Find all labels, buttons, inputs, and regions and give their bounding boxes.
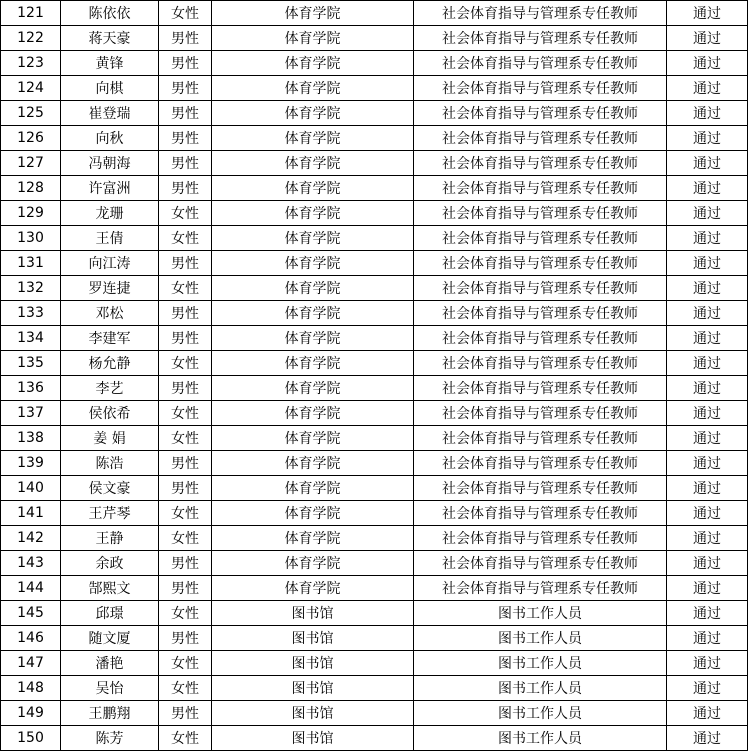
employing-unit-cell: 体育学院 (212, 126, 414, 151)
review-result-cell: 通过 (667, 476, 748, 501)
row-number-cell: 132 (1, 276, 61, 301)
row-number-cell: 142 (1, 526, 61, 551)
position-cell: 社会体育指导与管理系专任教师 (414, 51, 667, 76)
review-result-cell: 通过 (667, 426, 748, 451)
employing-unit-cell: 体育学院 (212, 26, 414, 51)
table-row (1, 301, 748, 326)
employing-unit-cell: 体育学院 (212, 176, 414, 201)
applicant-name-cell: 王静 (61, 526, 159, 551)
position-cell: 社会体育指导与管理系专任教师 (414, 376, 667, 401)
table-body (1, 1, 748, 751)
gender-cell: 女性 (159, 401, 212, 426)
table-row (1, 351, 748, 376)
gender-cell: 女性 (159, 651, 212, 676)
gender-cell: 男性 (159, 701, 212, 726)
row-number-cell: 144 (1, 576, 61, 601)
table-row (1, 426, 748, 451)
position-cell: 社会体育指导与管理系专任教师 (414, 451, 667, 476)
table-row (1, 626, 748, 651)
gender-cell: 女性 (159, 601, 212, 626)
employing-unit-cell: 体育学院 (212, 101, 414, 126)
position-cell: 社会体育指导与管理系专任教师 (414, 26, 667, 51)
table-row (1, 551, 748, 576)
row-number-cell: 140 (1, 476, 61, 501)
table-row (1, 26, 748, 51)
table-row (1, 251, 748, 276)
row-number-cell: 124 (1, 76, 61, 101)
position-cell: 社会体育指导与管理系专任教师 (414, 176, 667, 201)
applicant-name-cell: 蒋天豪 (61, 26, 159, 51)
position-cell: 社会体育指导与管理系专任教师 (414, 301, 667, 326)
position-cell: 图书工作人员 (414, 626, 667, 651)
row-number-cell: 149 (1, 701, 61, 726)
row-number-cell: 127 (1, 151, 61, 176)
review-result-cell: 通过 (667, 176, 748, 201)
applicant-name-cell: 邱璟 (61, 601, 159, 626)
review-result-cell: 通过 (667, 301, 748, 326)
review-result-cell: 通过 (667, 676, 748, 701)
review-result-cell: 通过 (667, 551, 748, 576)
employing-unit-cell: 体育学院 (212, 1, 414, 26)
table-row (1, 201, 748, 226)
gender-cell: 男性 (159, 576, 212, 601)
gender-cell: 男性 (159, 101, 212, 126)
review-result-cell: 通过 (667, 726, 748, 751)
gender-cell: 女性 (159, 526, 212, 551)
position-cell: 社会体育指导与管理系专任教师 (414, 126, 667, 151)
position-cell: 社会体育指导与管理系专任教师 (414, 576, 667, 601)
review-result-cell: 通过 (667, 326, 748, 351)
review-result-cell: 通过 (667, 576, 748, 601)
row-number-cell: 136 (1, 376, 61, 401)
position-cell: 社会体育指导与管理系专任教师 (414, 326, 667, 351)
row-number-cell: 126 (1, 126, 61, 151)
review-result-cell: 通过 (667, 376, 748, 401)
applicant-name-cell: 陈浩 (61, 451, 159, 476)
row-number-cell: 125 (1, 101, 61, 126)
row-number-cell: 131 (1, 251, 61, 276)
review-result-cell: 通过 (667, 26, 748, 51)
employing-unit-cell: 体育学院 (212, 376, 414, 401)
gender-cell: 女性 (159, 276, 212, 301)
applicant-name-cell: 随文厦 (61, 626, 159, 651)
applicant-name-cell: 王芹琴 (61, 501, 159, 526)
gender-cell: 男性 (159, 551, 212, 576)
review-result-cell: 通过 (667, 76, 748, 101)
employing-unit-cell: 体育学院 (212, 226, 414, 251)
employing-unit-cell: 体育学院 (212, 401, 414, 426)
table-row (1, 401, 748, 426)
row-number-cell: 129 (1, 201, 61, 226)
gender-cell: 男性 (159, 26, 212, 51)
employing-unit-cell: 体育学院 (212, 576, 414, 601)
applicant-name-cell: 崔登瑞 (61, 101, 159, 126)
position-cell: 社会体育指导与管理系专任教师 (414, 276, 667, 301)
position-cell: 社会体育指导与管理系专任教师 (414, 501, 667, 526)
applicant-name-cell: 黄锋 (61, 51, 159, 76)
gender-cell: 女性 (159, 351, 212, 376)
review-result-cell: 通过 (667, 251, 748, 276)
row-number-cell: 147 (1, 651, 61, 676)
employing-unit-cell: 体育学院 (212, 51, 414, 76)
applicant-name-cell: 杨允静 (61, 351, 159, 376)
row-number-cell: 128 (1, 176, 61, 201)
review-result-cell: 通过 (667, 101, 748, 126)
applicant-name-cell: 吴怡 (61, 676, 159, 701)
row-number-cell: 150 (1, 726, 61, 751)
applicant-name-cell: 冯朝海 (61, 151, 159, 176)
position-cell: 社会体育指导与管理系专任教师 (414, 76, 667, 101)
row-number-cell: 146 (1, 626, 61, 651)
employing-unit-cell: 体育学院 (212, 476, 414, 501)
employing-unit-cell: 体育学院 (212, 426, 414, 451)
table-row (1, 126, 748, 151)
employing-unit-cell: 体育学院 (212, 451, 414, 476)
gender-cell: 男性 (159, 76, 212, 101)
applicant-name-cell: 侯依希 (61, 401, 159, 426)
review-result-cell: 通过 (667, 651, 748, 676)
applicant-name-cell: 邓松 (61, 301, 159, 326)
review-result-cell: 通过 (667, 601, 748, 626)
applicant-name-cell: 向秋 (61, 126, 159, 151)
applicant-name-cell: 余政 (61, 551, 159, 576)
table-row (1, 451, 748, 476)
employing-unit-cell: 体育学院 (212, 526, 414, 551)
employing-unit-cell: 体育学院 (212, 201, 414, 226)
row-number-cell: 145 (1, 601, 61, 626)
review-result-cell: 通过 (667, 51, 748, 76)
position-cell: 社会体育指导与管理系专任教师 (414, 1, 667, 26)
employing-unit-cell: 体育学院 (212, 251, 414, 276)
position-cell: 图书工作人员 (414, 651, 667, 676)
employing-unit-cell: 图书馆 (212, 601, 414, 626)
review-result-cell: 通过 (667, 351, 748, 376)
applicant-name-cell: 李艺 (61, 376, 159, 401)
table-row (1, 101, 748, 126)
gender-cell: 女性 (159, 676, 212, 701)
applicant-name-cell: 罗连捷 (61, 276, 159, 301)
applicant-name-cell: 王鹏翔 (61, 701, 159, 726)
table-row (1, 376, 748, 401)
gender-cell: 男性 (159, 251, 212, 276)
review-result-cell: 通过 (667, 451, 748, 476)
position-cell: 图书工作人员 (414, 726, 667, 751)
applicant-name-cell: 郜熙文 (61, 576, 159, 601)
position-cell: 社会体育指导与管理系专任教师 (414, 151, 667, 176)
gender-cell: 男性 (159, 51, 212, 76)
employing-unit-cell: 体育学院 (212, 276, 414, 301)
row-number-cell: 121 (1, 1, 61, 26)
position-cell: 社会体育指导与管理系专任教师 (414, 351, 667, 376)
table-row (1, 501, 748, 526)
applicant-name-cell: 姜 娟 (61, 426, 159, 451)
employing-unit-cell: 图书馆 (212, 676, 414, 701)
row-number-cell: 122 (1, 26, 61, 51)
review-result-cell: 通过 (667, 201, 748, 226)
applicant-name-cell: 王倩 (61, 226, 159, 251)
gender-cell: 男性 (159, 151, 212, 176)
table-row (1, 51, 748, 76)
applicant-name-cell: 侯文豪 (61, 476, 159, 501)
row-number-cell: 135 (1, 351, 61, 376)
applicant-name-cell: 陈依依 (61, 1, 159, 26)
applicant-name-cell: 向棋 (61, 76, 159, 101)
row-number-cell: 143 (1, 551, 61, 576)
table-row (1, 601, 748, 626)
employing-unit-cell: 体育学院 (212, 76, 414, 101)
employing-unit-cell: 图书馆 (212, 701, 414, 726)
gender-cell: 男性 (159, 326, 212, 351)
gender-cell: 男性 (159, 626, 212, 651)
position-cell: 社会体育指导与管理系专任教师 (414, 101, 667, 126)
applicant-name-cell: 龙珊 (61, 201, 159, 226)
row-number-cell: 148 (1, 676, 61, 701)
gender-cell: 男性 (159, 176, 212, 201)
employing-unit-cell: 图书馆 (212, 726, 414, 751)
gender-cell: 女性 (159, 226, 212, 251)
gender-cell: 女性 (159, 1, 212, 26)
employing-unit-cell: 体育学院 (212, 301, 414, 326)
review-result-cell: 通过 (667, 1, 748, 26)
review-result-cell: 通过 (667, 701, 748, 726)
table-row (1, 276, 748, 301)
table-row (1, 476, 748, 501)
gender-cell: 女性 (159, 426, 212, 451)
row-number-cell: 123 (1, 51, 61, 76)
table-row (1, 326, 748, 351)
row-number-cell: 134 (1, 326, 61, 351)
position-cell: 社会体育指导与管理系专任教师 (414, 426, 667, 451)
review-result-cell: 通过 (667, 126, 748, 151)
table-row (1, 526, 748, 551)
review-result-cell: 通过 (667, 526, 748, 551)
applicant-name-cell: 李建军 (61, 326, 159, 351)
employing-unit-cell: 体育学院 (212, 551, 414, 576)
position-cell: 社会体育指导与管理系专任教师 (414, 476, 667, 501)
gender-cell: 男性 (159, 126, 212, 151)
gender-cell: 男性 (159, 476, 212, 501)
table-row (1, 226, 748, 251)
employing-unit-cell: 体育学院 (212, 501, 414, 526)
table-row (1, 576, 748, 601)
table-row (1, 1, 748, 26)
table-row (1, 76, 748, 101)
row-number-cell: 130 (1, 226, 61, 251)
position-cell: 图书工作人员 (414, 601, 667, 626)
applicant-name-cell: 潘艳 (61, 651, 159, 676)
row-number-cell: 137 (1, 401, 61, 426)
gender-cell: 男性 (159, 376, 212, 401)
table-row (1, 676, 748, 701)
applicant-name-cell: 许富洲 (61, 176, 159, 201)
gender-cell: 男性 (159, 451, 212, 476)
gender-cell: 女性 (159, 501, 212, 526)
row-number-cell: 141 (1, 501, 61, 526)
gender-cell: 男性 (159, 301, 212, 326)
position-cell: 图书工作人员 (414, 676, 667, 701)
position-cell: 社会体育指导与管理系专任教师 (414, 526, 667, 551)
table-row (1, 701, 748, 726)
employing-unit-cell: 体育学院 (212, 326, 414, 351)
review-result-cell: 通过 (667, 501, 748, 526)
employing-unit-cell: 体育学院 (212, 151, 414, 176)
position-cell: 社会体育指导与管理系专任教师 (414, 201, 667, 226)
table-row (1, 151, 748, 176)
position-cell: 社会体育指导与管理系专任教师 (414, 401, 667, 426)
table-row (1, 726, 748, 751)
row-number-cell: 139 (1, 451, 61, 476)
employing-unit-cell: 体育学院 (212, 351, 414, 376)
review-result-cell: 通过 (667, 226, 748, 251)
applicant-name-cell: 向江涛 (61, 251, 159, 276)
gender-cell: 女性 (159, 726, 212, 751)
employing-unit-cell: 图书馆 (212, 651, 414, 676)
review-result-cell: 通过 (667, 626, 748, 651)
row-number-cell: 138 (1, 426, 61, 451)
employing-unit-cell: 图书馆 (212, 626, 414, 651)
position-cell: 图书工作人员 (414, 701, 667, 726)
review-result-cell: 通过 (667, 151, 748, 176)
position-cell: 社会体育指导与管理系专任教师 (414, 226, 667, 251)
table-row (1, 651, 748, 676)
applicant-name-cell: 陈芳 (61, 726, 159, 751)
table-row (1, 176, 748, 201)
row-number-cell: 133 (1, 301, 61, 326)
review-result-cell: 通过 (667, 401, 748, 426)
gender-cell: 女性 (159, 201, 212, 226)
position-cell: 社会体育指导与管理系专任教师 (414, 551, 667, 576)
position-cell: 社会体育指导与管理系专任教师 (414, 251, 667, 276)
review-result-cell: 通过 (667, 276, 748, 301)
